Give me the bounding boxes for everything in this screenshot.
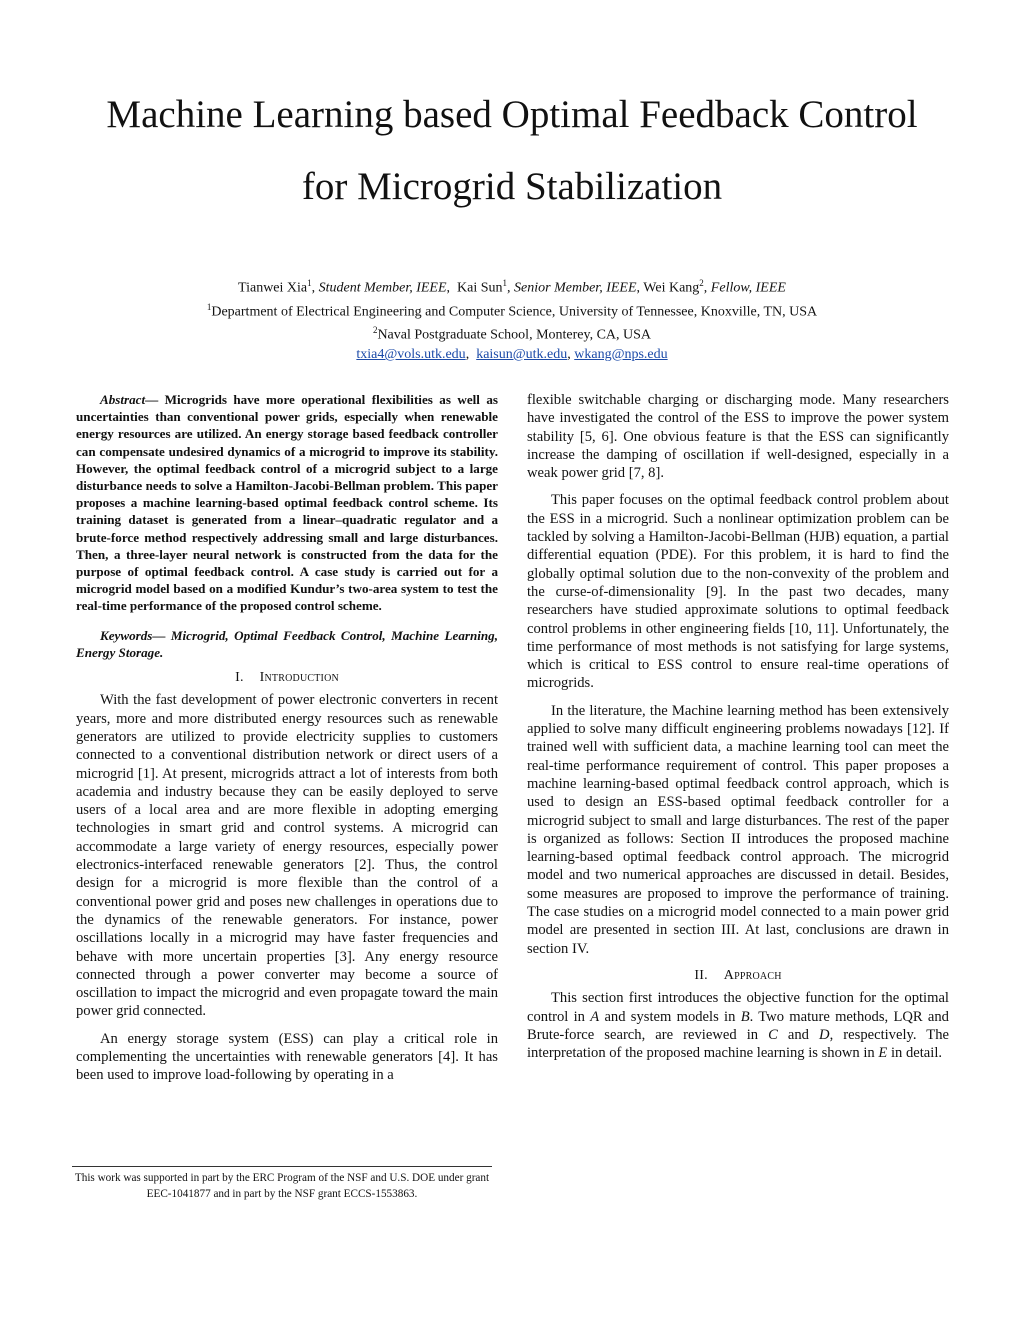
text-run: in detail. [890,1045,943,1062]
text-run: . Two mature methods, LQR and Brute-force search, are reviewed in [527,1008,949,1043]
intro-paragraph-2-start: An energy storage system (ESS) can play a critical role in complementing the uncertainties with renewable generators [4]. It has been used to improve load-following by operating in a [76,1030,498,1084]
author-role: Fellow, IEEE [710,280,786,296]
title-line-2: for Microgrid Stabilization [301,165,723,208]
subsection-ref: A [590,1008,600,1025]
affil-mark: 1 [206,301,212,312]
intro-paragraph-1: With the fast development of power electronic converters in recent years, more and more distributed energy resources such as renewable generators are utilized to provide electricity supplies to customers connected to a conventional distribution network or direct users of a microgrid [1]. At present, microgrids attract a lot of interests from both academia and industry because they can be easily deployed to serve users of a local area and are more flexible in adopting emerging technologies in smart grid and control systems. A microgrid can accommodate a large variety of energy resources, especially power electronics-interfaced renewable generators [2]. Thus, the control design for a microgrid is more flexible than the control of a conventional power grid and poses new challenges in operations due to the dynamics of the renewable generators. For instance, power oscillations locally in a microgrid may have faster frequencies and behave with more uncertain properties [3]. Any energy resource connected through a power converter may become a source of oscillation to impact the microgrid and even propagate toward the main power grid connected. [76,692,498,1020]
subsection-ref: E [878,1045,888,1062]
author-affil-mark: 2 [699,278,704,288]
section-title: Introduction [259,670,339,686]
affiliation-text: Naval Postgraduate School, Monterey, CA, USA [377,327,652,343]
footnote-divider [72,1166,492,1167]
keywords-label: Keywords [100,627,153,643]
text-run: This section first introduces the objective function for the optimal control in [527,990,949,1025]
text-run: and system models in [604,1008,736,1025]
left-column [76,391,498,1094]
section-number: I. [235,670,244,686]
author-name: Tianwei Xia [238,280,308,296]
text-run: , respectively. The interpretation of the proposed machine learning is shown in [527,1026,949,1062]
affiliation-text: Department of Electrical Engineering and Computer Science, University of Tennessee, Knoxville, TN, USA [211,304,818,320]
section-heading-introduction [76,669,498,687]
footnote: This work was supported in part by the ERC Program of the NSF and U.S. DOE under grant EEC-1041877 and in part by the NSF grant ECCS-1553863. [74,1172,490,1200]
subsection-ref: C [768,1026,778,1043]
paper-title [0,79,1024,223]
right-column [527,391,949,1071]
author-name: Wei Kang [643,280,700,296]
intro-paragraph-2-continued: flexible switchable charging or discharging mode. Many researchers have investigated the control of the ESS to improve the power system stability [5, 6]. One obvious feature is that the ESS can significantly increase the damping of oscillation if well-designed, especially in a weak power grid [7, 8]. [527,392,949,482]
author-block [0,274,1024,364]
section-heading-approach [527,967,949,985]
title-line-1: Machine Learning based Optimal Feedback Control [106,93,918,136]
author-name: Kai Sun [457,280,503,296]
text-run: and [787,1026,809,1043]
keywords: Keywords— Microgrid, Optimal Feedback Control, Machine Learning, Energy Storage. [76,627,498,660]
subsection-ref: B [740,1008,750,1025]
email-line: txia4@vols.utk.edu, kaisun@utk.edu, wkang@nps.edu [356,346,668,362]
affiliation-1 [0,298,1024,322]
affiliation-2 [0,321,1024,345]
author-affil-mark: 1 [307,278,312,288]
approach-paragraph-1 [527,989,949,1062]
author-role: Senior Member, IEEE [514,280,637,296]
email-link-2[interactable]: kaisun@utk.edu [476,346,568,362]
section-title: Approach [723,967,782,983]
author-line: Tianwei Xia$^1$, Student Member, IEEE, Kai Sun$^1$, Senior Member, IEEE, Wei Kang$^2$, Fellow, IEEE [238,278,786,296]
email-link-1[interactable]: txia4@vols.utk.edu [356,346,466,362]
keywords-text: Microgrid, Optimal Feedback Control, Machine Learning, Energy Storage. [76,627,498,660]
affil-mark: 2 [372,325,378,336]
abstract-text: Microgrids have more operational flexibilities as well as uncertainties than conventional power grids, especially when renewable energy resources are utilized. An energy storage based feedback controller can compensate undesired dynamics of a microgrid to improve its stability. However, the optimal feedback control of a microgrid subject to a large disturbance needs to solve a Hamilton-Jacobi-Bellman problem. This paper proposes a machine learning-based optimal feedback control scheme. Its training dataset is generated from a linear–quadratic regulator and a brute-force method respectively addressing small and large disturbances. Then, a three-layer neural network is constructed from the data for the purpose of optimal feedback control. A case study is carried out for a microgrid model based on a modified Kundur’s two-area system to test the real-time performance of the proposed control scheme. [76,392,498,614]
section-number: II. [694,967,708,983]
abstract: Abstract— Microgrids have more operational flexibilities as well as uncertainties than conventional power grids, especially when renewable energy resources are utilized. An energy storage based feedback controller can compensate undesired dynamics of a microgrid to improve its stability. However, the optimal feedback control of a microgrid subject to a large disturbance needs to solve a Hamilton-Jacobi-Bellman problem. This paper proposes a machine learning-based optimal feedback control scheme. Its training dataset is generated from a linear–quadratic regulator and a brute-force method respectively addressing small and large disturbances. Then, a three-layer neural network is constructed from the data for the purpose of optimal feedback control. A case study is carried out for a microgrid model based on a modified Kundur’s two-area system to test the real-time performance of the proposed control scheme. [76,392,498,614]
author-affil-mark: 1 [502,278,508,288]
intro-paragraph-3: This paper focuses on the optimal feedback control problem about the ESS in a microgrid. Such a nonlinear optimization problem can be tackled by solving a Hamilton-Jacobi-Bellman (HJB) equation, a partial differential equation (PDE). For this problem, it is hard to find the globally optimal solution due to the non-convexity of the problem and the curse-of-dimensionality [9]. In the past two decades, many researchers have studied approximate solutions to optimal feedback control problems in other engineering fields [10, 11]. Unfortunately, the time performance of most methods is not satisfying for large systems, which is critical to ESS control to ensure real-time operations of microgrids. [527,492,949,692]
subsection-ref: D [819,1026,830,1043]
intro-paragraph-4: In the literature, the Machine learning method has been extensively applied to solve many difficult engineering problems nowadays [12]. If trained well with sufficient data, a machine learning tool can meet the real-time performance requirement of control. This paper proposes a machine learning-based optimal feedback control approach, which is used to design an ESS-based optimal feedback controller for a microgrid subject to small and large disturbances. The rest of the paper is organized as follows: Section II introduces the proposed machine learning-based optimal feedback control approach. The microgrid model and two numerical approaches are discussed in detail. Besides, some measures are proposed to improve the performance of training. The case studies on a microgrid model connected to a main power grid model are presented in section III. At last, conclusions are drawn in section IV. [527,702,949,957]
email-link-3[interactable]: wkang@nps.edu [574,346,668,362]
author-role: Student Member, IEEE [318,280,447,296]
abstract-label: Abstract [100,392,146,407]
